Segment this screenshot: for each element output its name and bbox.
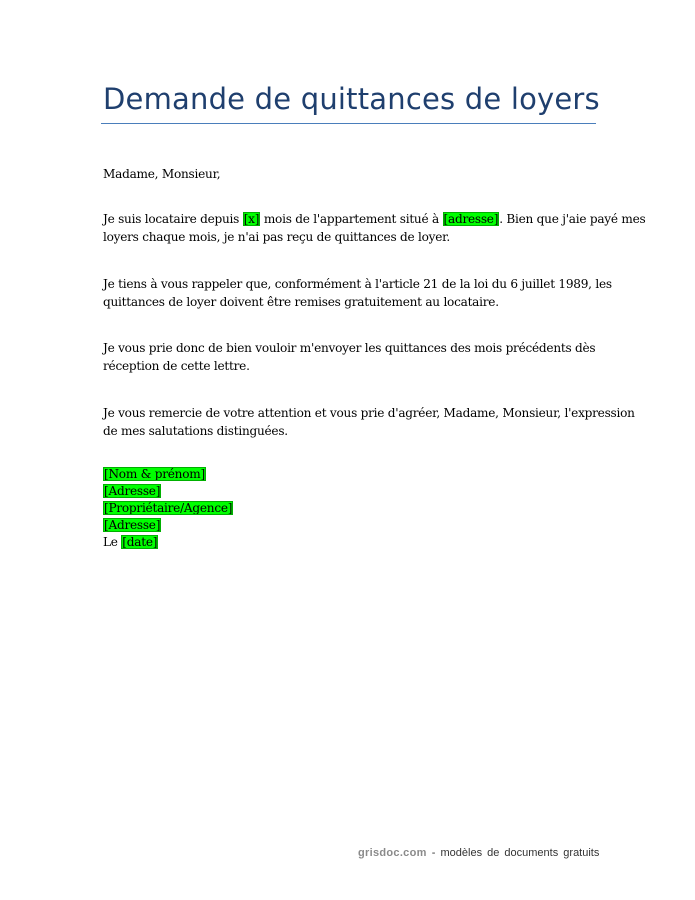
placeholder-sender-address: [Adresse] xyxy=(104,484,161,498)
footer-brand-link[interactable]: grisdoc.com xyxy=(358,847,427,859)
signature-block xyxy=(103,466,233,551)
paragraph-request xyxy=(103,339,598,375)
title-divider xyxy=(101,123,596,124)
placeholder-address: [adresse] xyxy=(443,212,499,226)
page-footer xyxy=(358,847,599,859)
paragraph-request-line-2: réception de cette lettre. xyxy=(103,359,250,373)
placeholder-owner-agency: [Propriétaire/Agence] xyxy=(104,501,233,515)
text-fragment: Je suis locataire depuis xyxy=(103,212,243,226)
placeholder-months: [x] xyxy=(243,212,260,226)
paragraph-closing-line-2: de mes salutations distinguées. xyxy=(103,424,288,438)
document-title: Demande de quittances de loyers xyxy=(103,82,600,116)
paragraph-tenancy xyxy=(103,210,646,246)
paragraph-law-reminder xyxy=(103,275,612,311)
footer-tagline: - modèles de documents gratuits xyxy=(426,847,600,859)
text-fragment: mois de l'appartement situé à xyxy=(260,212,443,226)
text-fragment: . Bien que j'aie payé mes xyxy=(499,212,646,226)
date-line xyxy=(103,534,233,551)
paragraph-tenancy-line-2: loyers chaque mois, je n'ai pas reçu de quittances de loyer. xyxy=(103,230,450,244)
placeholder-recipient-address: [Adresse] xyxy=(104,518,161,532)
placeholder-date: [date] xyxy=(122,535,158,549)
paragraph-law-line-2: quittances de loyer doivent être remises gratuitement au locataire. xyxy=(103,295,499,309)
placeholder-name: [Nom & prénom] xyxy=(104,467,205,481)
salutation: Madame, Monsieur, xyxy=(103,167,221,181)
paragraph-closing-formula xyxy=(103,404,635,440)
paragraph-request-line-1: Je vous prie donc de bien vouloir m'envoyer les quittances des mois précédents dès xyxy=(103,341,596,355)
paragraph-tenancy-line-1 xyxy=(103,210,646,228)
date-prefix: Le xyxy=(103,535,122,549)
paragraph-closing-line-1: Je vous remercie de votre attention et vous prie d'agréer, Madame, Monsieur, l'expression xyxy=(103,406,635,420)
paragraph-law-line-1: Je tiens à vous rappeler que, conformément à l'article 21 de la loi du 6 juillet 1989, les xyxy=(103,277,612,291)
